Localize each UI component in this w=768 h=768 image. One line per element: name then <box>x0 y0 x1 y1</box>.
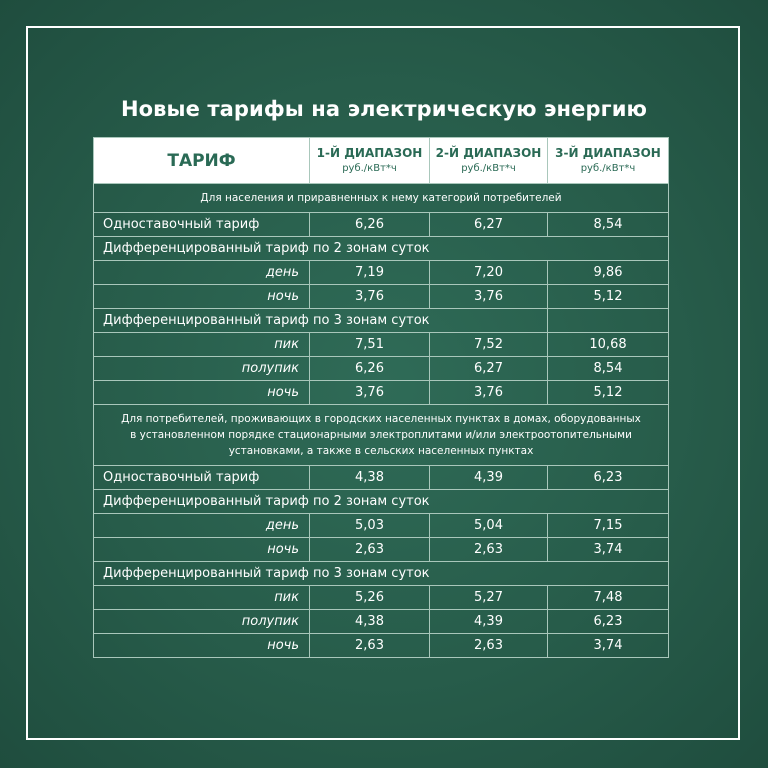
group-label: Дифференцированный тариф по 3 зонам суток <box>94 309 548 333</box>
header-range-2-label: 2-Й ДИАПАЗОН <box>435 145 542 160</box>
caption-line: Для потребителей, проживающих в городских населенных пунктах в домах, оборудованных <box>121 413 641 425</box>
cell-range-1: 7,19 <box>310 261 430 285</box>
table-header-row <box>94 138 669 184</box>
cell-range-3: 3,74 <box>548 538 669 562</box>
header-range-2-unit: руб./кВт*ч <box>461 162 516 174</box>
header-range-3 <box>548 138 669 184</box>
cell-range-1: 4,38 <box>310 466 430 490</box>
group-label: Дифференцированный тариф по 2 зонам суток <box>94 490 669 514</box>
group-row <box>94 237 669 261</box>
cell-range-2: 7,20 <box>430 261 548 285</box>
tariff-table <box>93 137 669 658</box>
cell-range-2: 4,39 <box>430 466 548 490</box>
table-row <box>94 261 669 285</box>
group-row <box>94 309 669 333</box>
cell-range-1: 7,51 <box>310 333 430 357</box>
table-row <box>94 514 669 538</box>
cell-range-3: 10,68 <box>548 333 669 357</box>
page-title: Новые тарифы на электрическую энергию <box>120 97 648 121</box>
cell-range-1: 3,76 <box>310 381 430 405</box>
cell-range-1: 3,76 <box>310 285 430 309</box>
table-row <box>94 586 669 610</box>
cell-range-3: 3,74 <box>548 634 669 658</box>
header-range-1-label: 1-Й ДИАПАЗОН <box>316 145 423 160</box>
cell-range-2: 6,27 <box>430 213 548 237</box>
row-sublabel: пик <box>94 333 310 357</box>
header-range-2 <box>430 138 548 184</box>
cell-range-2: 5,27 <box>430 586 548 610</box>
cell-range-3: 8,54 <box>548 213 669 237</box>
caption-line: установками, а также в сельских населенных пунктах <box>228 445 534 457</box>
header-range-1-unit: руб./кВт*ч <box>342 162 397 174</box>
table-row <box>94 466 669 490</box>
cell-range-3: 7,48 <box>548 586 669 610</box>
table-row <box>94 634 669 658</box>
section-2-caption <box>94 405 669 466</box>
cell-range-2: 3,76 <box>430 381 548 405</box>
header-range-3-label: 3-Й ДИАПАЗОН <box>555 145 661 160</box>
cell-range-2: 6,27 <box>430 357 548 381</box>
cell-range-1: 2,63 <box>310 634 430 658</box>
table-row <box>94 610 669 634</box>
cell-range-2: 7,52 <box>430 333 548 357</box>
row-sublabel: ночь <box>94 285 310 309</box>
table-row <box>94 357 669 381</box>
row-sublabel: день <box>94 261 310 285</box>
cell-range-3: 5,12 <box>548 381 669 405</box>
caption-line: в установленном порядке стационарными электроплитами и/или электроотопительными <box>130 429 632 441</box>
cell-range-3: 5,12 <box>548 285 669 309</box>
empty-cell <box>548 309 669 333</box>
cell-range-3: 9,86 <box>548 261 669 285</box>
header-range-3-unit: руб./кВт*ч <box>580 162 636 174</box>
header-tariff: ТАРИФ <box>94 138 310 184</box>
cell-range-3: 8,54 <box>548 357 669 381</box>
row-label: Одноставочный тариф <box>94 466 310 490</box>
cell-range-1: 5,26 <box>310 586 430 610</box>
section-1-caption: Для населения и приравненных к нему категорий потребителей <box>94 184 669 213</box>
row-sublabel: полупик <box>94 357 310 381</box>
group-row <box>94 490 669 514</box>
group-label: Дифференцированный тариф по 3 зонам суток <box>94 562 669 586</box>
cell-range-3: 6,23 <box>548 466 669 490</box>
cell-range-1: 4,38 <box>310 610 430 634</box>
row-sublabel: ночь <box>94 381 310 405</box>
cell-range-3: 6,23 <box>548 610 669 634</box>
cell-range-2: 2,63 <box>430 634 548 658</box>
cell-range-1: 6,26 <box>310 357 430 381</box>
cell-range-2: 5,04 <box>430 514 548 538</box>
cell-range-1: 6,26 <box>310 213 430 237</box>
cell-range-1: 2,63 <box>310 538 430 562</box>
row-sublabel: пик <box>94 586 310 610</box>
row-label: Одноставочный тариф <box>94 213 310 237</box>
cell-range-2: 4,39 <box>430 610 548 634</box>
row-sublabel: ночь <box>94 634 310 658</box>
table-row <box>94 381 669 405</box>
section-caption-row <box>94 405 669 466</box>
group-label: Дифференцированный тариф по 2 зонам суток <box>94 237 669 261</box>
cell-range-2: 3,76 <box>430 285 548 309</box>
header-range-1 <box>310 138 430 184</box>
cell-range-2: 2,63 <box>430 538 548 562</box>
cell-range-3: 7,15 <box>548 514 669 538</box>
table-row <box>94 538 669 562</box>
row-sublabel: ночь <box>94 538 310 562</box>
group-row <box>94 562 669 586</box>
row-sublabel: полупик <box>94 610 310 634</box>
section-caption-row <box>94 184 669 213</box>
cell-range-1: 5,03 <box>310 514 430 538</box>
row-sublabel: день <box>94 514 310 538</box>
table-row <box>94 213 669 237</box>
table-row <box>94 285 669 309</box>
table-row <box>94 333 669 357</box>
